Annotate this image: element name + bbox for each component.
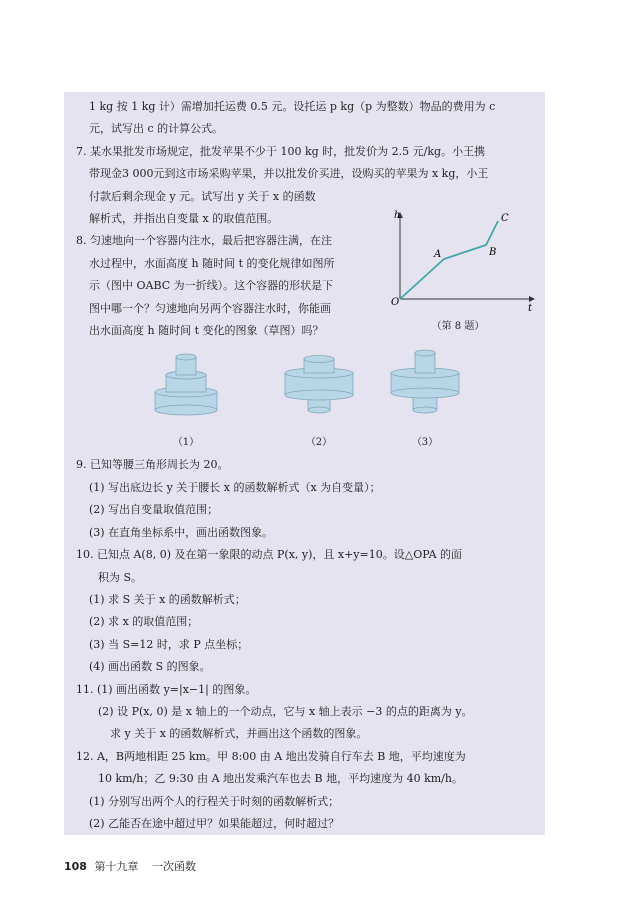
- chapter-title: 一次函数: [151, 860, 196, 873]
- q12-line2: 10 km/h；乙 9:30 由 A 地出发乘汽车也去 B 地，平均速度为 40 km/h。: [98, 772, 463, 786]
- q10-part1: (1) 求 S 关于 x 的函数解析式；: [89, 592, 246, 606]
- q7-line2: 带现金3 000元到这市场采购苹果，并以批发价买进，设购买的苹果为 x kg，小王: [89, 167, 489, 181]
- q8-line4: 图中哪一个？匀速地向另两个容器注水时，你能画: [89, 301, 331, 315]
- q9-part3: (3) 在直角坐标系中，画出函数图象。: [89, 525, 274, 539]
- q8-line1: 8. 匀速地向一个容器内注水，最后把容器注满，在注: [76, 234, 332, 248]
- q10-part3: (3) 当 S=12 时，求 P 点坐标；: [89, 637, 249, 651]
- page-number: 108: [64, 860, 87, 873]
- q6-line2: 元，试写出 c 的计算公式。: [89, 122, 224, 136]
- containers-svg: [140, 345, 460, 425]
- q10-line2: 积为 S。: [98, 570, 143, 584]
- q12-part2: (2) 乙能否在途中超过甲？如果能超过，何时超过？: [89, 816, 340, 830]
- q11-part1: 11. (1) 画出函数 y=|x−1| 的图象。: [76, 682, 257, 696]
- t-axis-label: t: [528, 303, 533, 314]
- container-3-label: （3）: [411, 437, 439, 448]
- q9-line1: 9. 已知等腰三角形周长为 20。: [76, 458, 229, 472]
- point-a-label: A: [434, 249, 442, 260]
- h-t-graph: [388, 207, 538, 317]
- h-axis-label: h: [394, 210, 401, 221]
- q11-part2-line1: (2) 设 P(x, 0) 是 x 轴上的一个动点，它与 x 轴上表示 −3 的点的距离为 y。: [98, 704, 473, 718]
- container-2-label: （2）: [305, 437, 333, 448]
- q11-part2-line2: 求 y 关于 x 的函数解析式，并画出这个函数的图象。: [110, 727, 368, 741]
- container-1: [155, 354, 217, 415]
- figure-caption: （第 8 题）: [431, 321, 485, 332]
- chapter-number: 第十九章: [94, 860, 139, 873]
- container-1-label: （1）: [172, 437, 200, 448]
- oabc-polyline: [400, 221, 498, 299]
- q9-part2: (2) 写出自变量取值范围；: [89, 503, 219, 517]
- q6-line1: 1 kg 按 1 kg 计）需增加托运费 0.5 元。设托运 p kg（p 为整数）物品的费用为 c: [89, 100, 496, 113]
- q10-part2: (2) 求 x 的取值范围；: [89, 615, 199, 629]
- q9-part1: (1) 写出底边长 y 关于腰长 x 的函数解析式（x 为自变量）；: [89, 480, 381, 494]
- q7-line1: 7. 某水果批发市场规定，批发苹果不少于 100 kg 时，批发价为 2.5 元/kg。小王携: [76, 144, 486, 158]
- q12-part1: (1) 分别写出两个人的行程关于时刻的函数解析式；: [89, 794, 340, 808]
- q7-line4: 解析式，并指出自变量 x 的取值范围。: [89, 212, 279, 226]
- origin-label: O: [391, 297, 400, 308]
- problem8-graph: [388, 207, 538, 337]
- container-figures: [140, 345, 460, 455]
- q8-line5: 出水面高度 h 随时间 t 变化的图象（草图）吗？: [89, 324, 324, 338]
- point-c-label: C: [501, 213, 509, 224]
- point-b-label: B: [489, 247, 497, 258]
- q7-line3: 付款后剩余现金 y 元。试写出 y 关于 x 的函数: [89, 189, 316, 203]
- q12-line1: 12. A，B两地相距 25 km。甲 8:00 由 A 地出发骑自行车去 B 地，平均速度为: [76, 749, 466, 763]
- page-footer: [64, 858, 196, 874]
- q10-part4: (4) 画出函数 S 的图象。: [89, 660, 211, 674]
- container-3: [391, 350, 459, 413]
- q8-line2: 水过程中，水面高度 h 随时间 t 的变化规律如图所: [89, 256, 335, 270]
- q10-line1: 10. 已知点 A(8, 0) 及在第一象限的动点 P(x, y)，且 x+y=10。设△OPA 的面: [76, 548, 463, 562]
- q8-line3: 示（图中 OABC 为一折线）。这个容器的形状是下: [89, 279, 334, 293]
- container-2: [285, 356, 353, 414]
